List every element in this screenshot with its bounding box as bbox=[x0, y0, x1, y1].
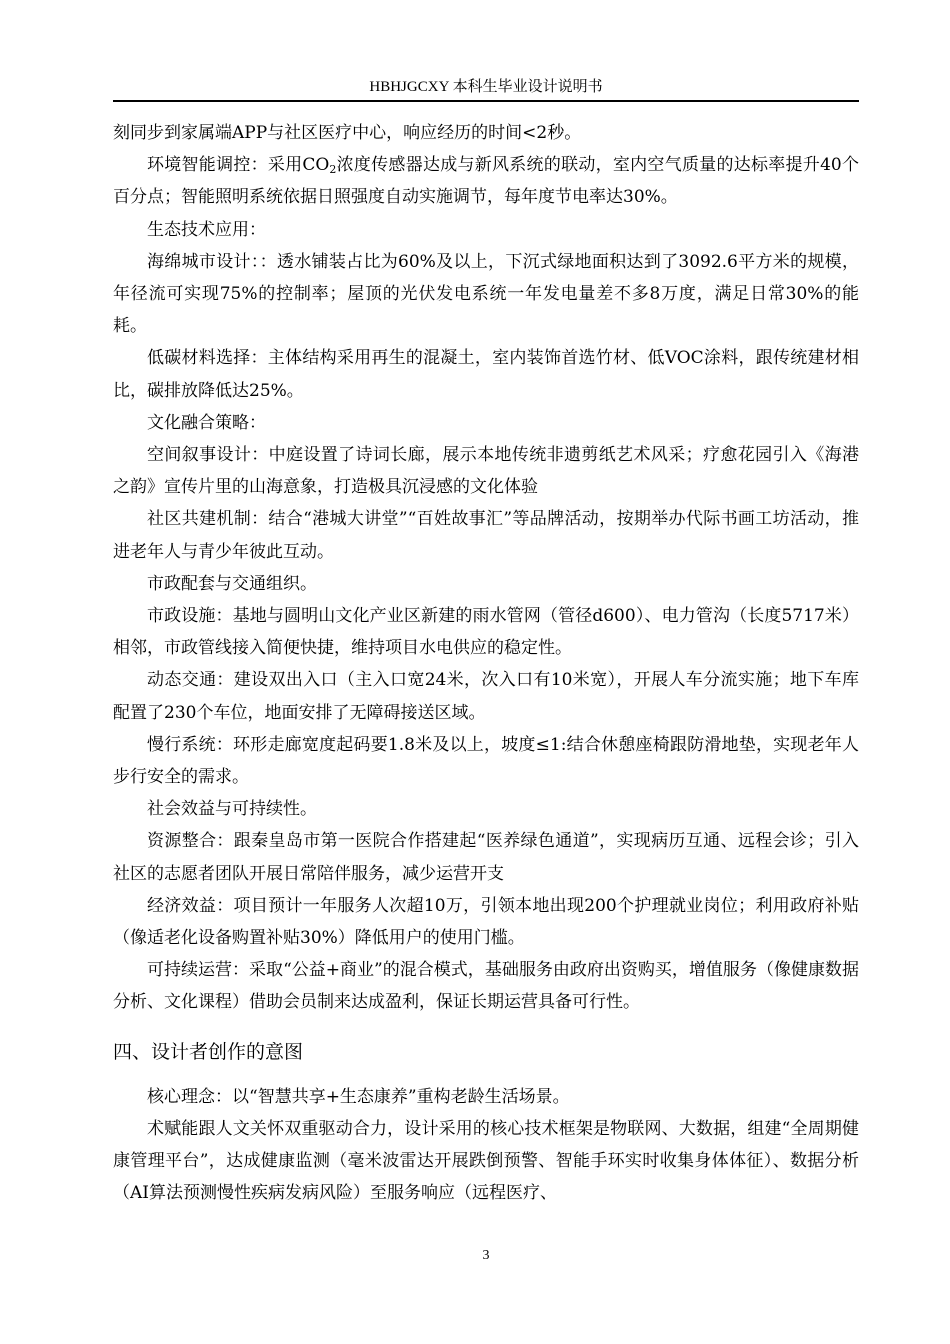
paragraph: 可持续运营：采取“公益+商业”的混合模式，基础服务由政府出资购买，增值服务（像健康数据分析、文化课程）借助会员制来达成盈利，保证长期运营具备可行性。 bbox=[113, 960, 859, 1013]
paragraph: 市政设施：基地与圆明山文化产业区新建的雨水管网（管径d600）、电力管沟（长度5717米）相邻，市政管线接入简便快捷，维持项目水电供应的稳定性。 bbox=[113, 606, 859, 659]
paragraph: 术赋能跟人文关怀双重驱动合力，设计采用的核心技术框架是物联网、大数据，组建“全周期健康管理平台”，达成健康监测（毫米波雷达开展跌倒预警、智能手环实时收集身体体征）、数据分析（AI算法预测慢性疾病发病风险）至服务响应（远程医疗、 bbox=[113, 1118, 859, 1204]
paragraph: 文化融合策略： bbox=[147, 412, 266, 433]
co2-rest: 浓度传感器达成与新风系统的联动，室内空气质量的达标率提升40个百分点；智能照明系统依据日照强度自动实施调节，每年度节电率达30%。 bbox=[113, 155, 859, 208]
paragraph: 空间叙事设计：中庭设置了诗词长廊，展示本地传统非遗剪纸艺术风采；疗愈花园引入《海港之韵》宣传片里的山海意象，打造极具沉浸感的文化体验 bbox=[113, 445, 859, 498]
paragraph-environment bbox=[113, 149, 859, 213]
paragraph: 海绵城市设计：：透水铺装占比为60%及以上，下沉式绿地面积达到了3092.6平方米的规模，年径流可实现75%的控制率；屋顶的光伏发电系统一年发电量差不多8万度，满足日常30%的能耗。 bbox=[113, 251, 859, 337]
paragraph: 社会效益与可持续性。 bbox=[147, 799, 317, 820]
paragraph: 动态交通：建设双出入口（主入口宽24米，次入口有10米宽），开展人车分流实施；地下车库配置了230个车位，地面安排了无障碍接送区域。 bbox=[113, 670, 859, 723]
co2-prefix: 环境智能调控：采用CO bbox=[147, 155, 330, 176]
paragraph: 经济效益：项目预计一年服务人次超10万，引领本地出现200个护理就业岗位；利用政府补贴（像适老化设备购置补贴30%）降低用户的使用门槛。 bbox=[113, 895, 859, 949]
header-rule bbox=[113, 100, 859, 102]
paragraph: 慢行系统：环形走廊宽度起码要1.8米及以上，坡度≤1:结合休憩座椅跟防滑地垫，实现老年人步行安全的需求。 bbox=[113, 734, 859, 788]
paragraph: 低碳材料选择：主体结构采用再生的混凝土，室内装饰首选竹材、低VOC涂料，跟传统建材相比，碳排放降低达25%。 bbox=[113, 348, 859, 401]
page-number: 3 bbox=[482, 1248, 490, 1263]
paragraph: 生态技术应用： bbox=[147, 219, 266, 240]
paragraph: 资源整合：跟秦皇岛市第一医院合作搭建起“医养绿色通道”，实现病历互通、远程会诊；引入社区的志愿者团队开展日常陪伴服务，减少运营开支 bbox=[113, 831, 859, 884]
document-body bbox=[113, 117, 859, 1210]
page-header: HBHJGCXY 本科生毕业设计说明书 bbox=[369, 79, 603, 95]
paragraph: 市政配套与交通组织。 bbox=[147, 573, 317, 594]
section-heading: 四、设计者创作的意图 bbox=[113, 1040, 304, 1063]
paragraph: 社区共建机制：结合“港城大讲堂”“百姓故事汇”等品牌活动，按期举办代际书画工坊活动，推进老年人与青少年彼此互动。 bbox=[113, 509, 859, 562]
paragraph: 刻同步到家属端APP与社区医疗中心，响应经历的时间<2秒。 bbox=[113, 123, 582, 143]
paragraph: 核心理念：以“智慧共享+生态康养”重构老龄生活场景。 bbox=[147, 1086, 570, 1107]
co2-subscript: 2 bbox=[329, 163, 337, 177]
